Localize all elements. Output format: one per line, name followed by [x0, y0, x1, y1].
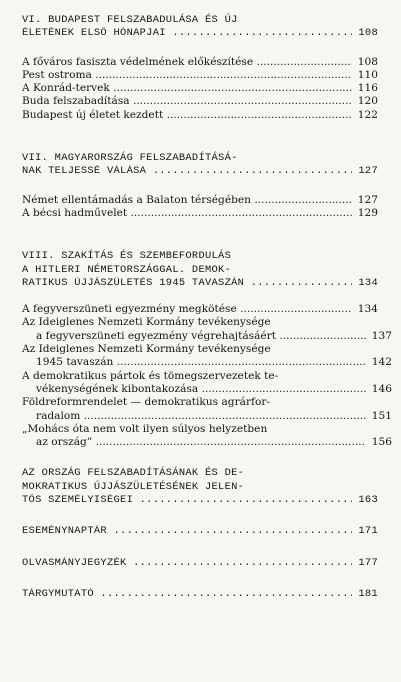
- entry-title: A főváros fasiszta védelmének előkészítése .....: [22, 56, 352, 69]
- chapter-heading: A HITLERI NÉMETORSZÁGGAL. DEMOK-: [22, 263, 232, 276]
- entry-title: az ország” .....: [36, 436, 366, 449]
- page-number: 177: [358, 556, 378, 569]
- chapter-title: NAK TELJESSÉ VÁLÁSA .....: [22, 165, 352, 178]
- entry-title: Budapest új életet kezdett .....: [22, 109, 352, 122]
- toc-entry: [22, 194, 378, 207]
- chapter-heading: VIII. SZAKÍTÁS ÉS SZEMBEFORDULÁS: [22, 250, 232, 263]
- page-number: 127: [357, 193, 378, 206]
- toc-entry: [22, 303, 378, 316]
- page-number: 108: [358, 27, 378, 40]
- page-number: 156: [371, 436, 392, 449]
- toc-entry: [22, 383, 392, 396]
- page-number: 122: [357, 108, 378, 121]
- toc-entry: [22, 356, 392, 369]
- chapter-title: RATIKUS ÚJJÁSZÜLETÉS 1945 TAVASZÁN .....: [22, 277, 352, 290]
- page-number: 137: [371, 329, 392, 342]
- entry-title: radalom .....: [36, 410, 366, 423]
- toc-entry: [22, 410, 392, 423]
- chapter-heading: VI. BUDAPEST FELSZABADULÁSA ÉS ÚJ: [22, 14, 238, 26]
- entry-title-line: „Mohács óta nem volt ilyen súlyos helyzetben: [22, 422, 268, 435]
- page-number: 120: [357, 95, 378, 108]
- chapter-heading-entry: [22, 277, 378, 290]
- entry-title-line: A demokratikus pártok és tömegszervezetek te-: [22, 369, 279, 382]
- entry-title: Német ellentámadás a Balaton térségében .....: [22, 194, 352, 207]
- toc-entry: [22, 207, 378, 220]
- table-of-contents: [22, 14, 392, 601]
- section-heading-entry: [22, 525, 378, 538]
- section-heading-entry: [22, 588, 378, 601]
- entry-title: vékenységének kibontakozása .....: [36, 383, 366, 396]
- toc-entry: [22, 436, 392, 449]
- toc-entry: [22, 56, 378, 69]
- page-number: 129: [357, 206, 378, 219]
- section-heading: MOKRATIKUS ÚJJÁSZÜLETÉSÉNEK JELEN-: [22, 480, 245, 493]
- page-number: 163: [358, 494, 378, 507]
- chapter-title: ÉLETÉNEK ELSŐ HÓNAPJAI .....: [22, 27, 352, 40]
- page-number: 127: [358, 165, 378, 178]
- section-title: TŐS SZEMÉLYISÉGEI .....: [22, 494, 352, 507]
- entry-title-line: Az Ideiglenes Nemzeti Kormány tevékenysége: [22, 316, 271, 329]
- page-number: 151: [371, 409, 392, 422]
- page-number: 181: [358, 587, 378, 600]
- toc-entry: [22, 95, 378, 108]
- page-number: 110: [357, 68, 378, 81]
- page-number: 142: [371, 356, 392, 369]
- entry-title: 1945 tavaszán .....: [36, 356, 366, 369]
- page-number: 116: [357, 82, 378, 95]
- entry-title-line: Az Ideiglenes Nemzeti Kormány tevékenysége: [22, 343, 271, 356]
- page-number: 171: [358, 525, 378, 538]
- section-heading: AZ ORSZÁG FELSZABADÍTÁSÁNAK ÉS DE-: [22, 467, 245, 480]
- section-heading-entry: [22, 494, 378, 507]
- chapter-heading: VII. MAGYARORSZÁG FELSZABADÍTÁSÁ-: [22, 152, 238, 165]
- toc-entry: [22, 69, 378, 82]
- page-number: 134: [358, 276, 378, 289]
- entry-title: A bécsi hadművelet .....: [22, 207, 352, 220]
- toc-entry: [22, 330, 392, 343]
- entry-title: Pest ostroma .....: [22, 69, 352, 82]
- section-title: ESEMÉNYNAPTÁR .....: [22, 525, 352, 538]
- entry-title-line: Földreformrendelet — demokratikus agrárfor-: [22, 396, 270, 409]
- page-number: 134: [357, 303, 378, 316]
- entry-title: a fegyverszüneti egyezmény végrehajtásáért .....: [36, 330, 366, 343]
- entry-title: A Konrád-tervek .....: [22, 82, 352, 95]
- toc-entry: [22, 109, 378, 122]
- section-title: TÁRGYMUTATÓ .....: [22, 588, 352, 601]
- toc-entry: [22, 82, 378, 95]
- entry-title: A fegyverszüneti egyezmény megkötése .....: [22, 303, 352, 316]
- page-number: 108: [357, 55, 378, 68]
- page-number: 146: [371, 382, 392, 395]
- chapter-heading-entry: [22, 27, 378, 40]
- entry-title: Buda felszabadítása .....: [22, 95, 352, 108]
- chapter-heading-entry: [22, 165, 378, 178]
- section-title: OLVASMÁNYJEGYZÉK .....: [22, 557, 352, 570]
- section-heading-entry: [22, 557, 378, 570]
